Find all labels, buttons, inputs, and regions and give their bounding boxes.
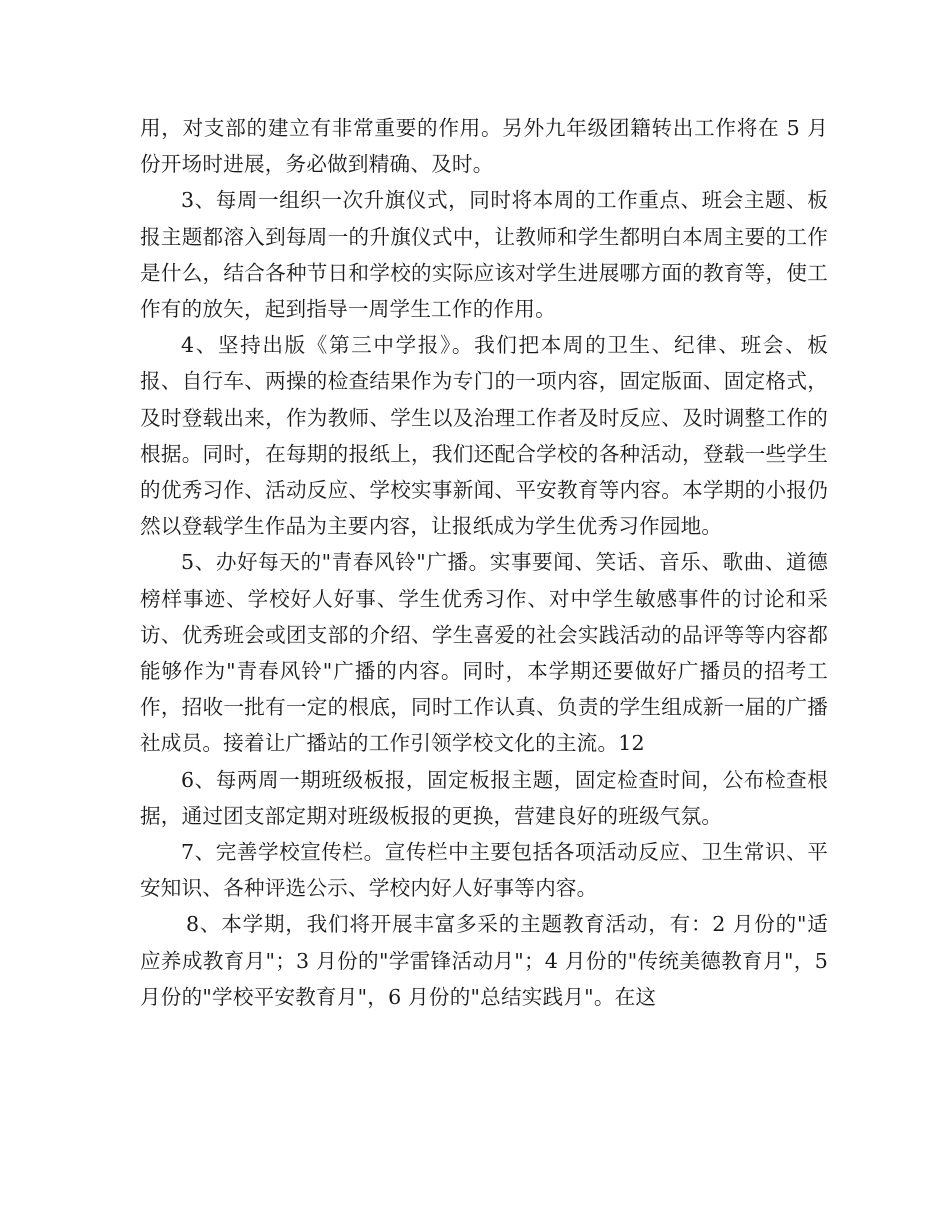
- paragraph-continuation: 用，对支部的建立有非常重要的作用。另外九年级团籍转出工作将在 5 月份开场时进展，务必做到精确、及时。: [140, 116, 828, 177]
- paragraph-item-4: 4、坚持出版《第三中学报》。我们把本周的卫生、纪律、班会、板报、自行车、两操的检查结果作为专门的一项内容，固定版面、固定格式，及时登载出来，作为教师、学生以及治理工作者及时反应、及时调整工作的根据。同时，在每期的报纸上，我们还配合学校的各种活动，登载一些学生的优秀习作、活动反应、学校实事新闻、平安教育等内容。本学期的小报仍然以登载学生作品为主要内容，让报纸成为学生优秀习作园地。: [140, 333, 828, 539]
- paragraph-item-7: 7、完善学校宣传栏。宣传栏中主要包括各项活动反应、卫生常识、平安知识、各种评选公示、学校内好人好事等内容。: [140, 840, 828, 901]
- paragraph-item-3: 3、每周一组织一次升旗仪式，同时将本周的工作重点、班会主题、板报主题都溶入到每周一的升旗仪式中，让教师和学生都明白本周主要的工作是什么，结合各种节日和学校的实际应该对学生进展哪方面的教育等，使工作有的放矢，起到指导一周学生工作的作用。: [140, 188, 828, 322]
- paragraph-item-5: 5、办好每天的"青春风铃"广播。实事要闻、笑话、音乐、歌曲、道德榜样事迹、学校好人好事、学生优秀习作、对中学生敏感事件的讨论和采访、优秀班会或团支部的介绍、学生喜爱的社会实践活动的品评等等内容都能够作为"青春风铃"广播的内容。同时，本学期还要做好广播员的招考工作，招收一批有一定的根底，同时工作认真、负责的学生组成新一届的广播社成员。接着让广播站的工作引领学校文化的主流。12: [140, 550, 828, 756]
- paragraph-item-8: 8、本学期，我们将开展丰富多采的主题教育活动，有：2 月份的"适应养成教育月"；3 月份的"学雷锋活动月"；4 月份的"传统美德教育月"，5 月份的"学校平安教育月"，6 月份的"总结实践月"。在这: [140, 912, 828, 1009]
- document-body: [140, 110, 828, 1015]
- paragraph-item-6: 6、每两周一期班级板报，固定板报主题，固定检查时间，公布检查根据，通过团支部定期对班级板报的更换，营建良好的班级气氛。: [140, 767, 828, 828]
